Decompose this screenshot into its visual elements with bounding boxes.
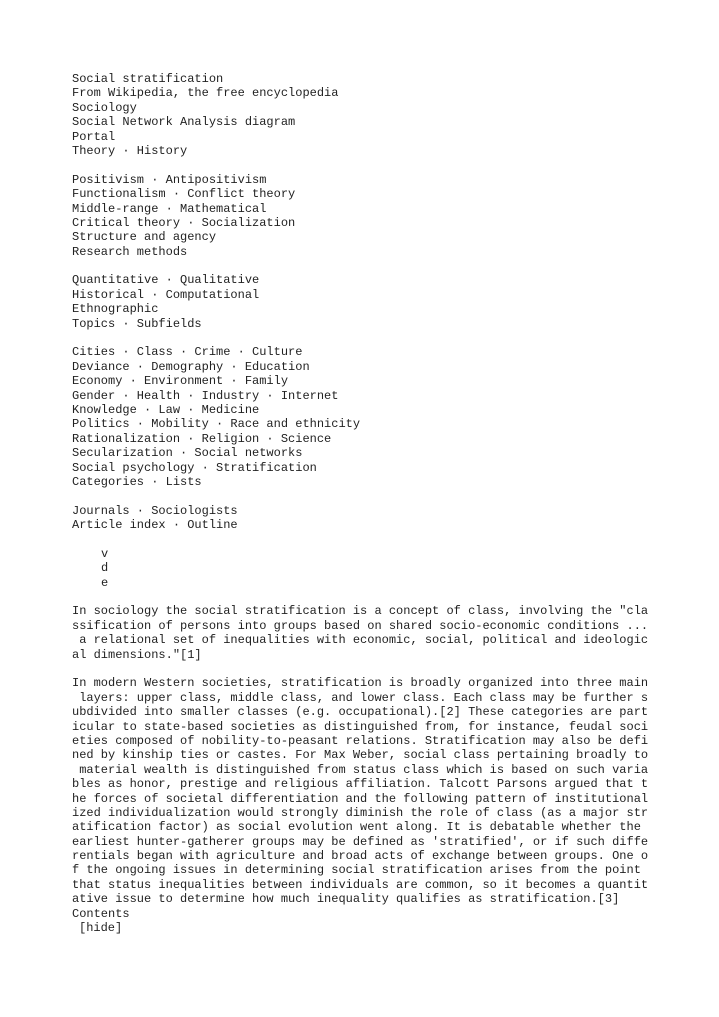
navbox-group-4	[72, 345, 652, 489]
paragraph-line: a relational set of inequalities with economic, social, political and ideologic	[72, 633, 649, 648]
navbox-link-row[interactable]: Quantitative · Qualitative	[72, 273, 260, 288]
navbox-link-row[interactable]: Topics · Subfields	[72, 316, 202, 331]
spacer	[72, 533, 652, 547]
paragraph-line: In modern Western societies, stratification is broadly organized into three main	[72, 676, 649, 691]
paragraph-line: that status inequalities between individuals are common, so it becomes a quantit	[72, 877, 649, 892]
page-subtitle: From Wikipedia, the free encyclopedia	[72, 86, 339, 101]
navbox-link-row[interactable]: Positivism · Antipositivism	[72, 172, 267, 187]
vde-links	[72, 547, 652, 590]
paragraph-line: ned by kinship ties or castes. For Max Weber, social class pertaining broadly to	[72, 748, 649, 763]
spacer	[72, 331, 652, 345]
paragraph-line: f the ongoing issues in determining social stratification arises from the point	[72, 863, 641, 878]
contents-hide-toggle[interactable]: [hide]	[79, 921, 123, 936]
paragraph-line: ative issue to determine how much inequality qualifies as stratification.[3]	[72, 892, 620, 907]
navbox-link-row[interactable]: Middle-range · Mathematical	[72, 201, 267, 216]
navbox-link-row[interactable]: Journals · Sociologists	[72, 503, 238, 518]
paragraph-line: rentials began with agriculture and broad acts of exchange between groups. One o	[72, 849, 649, 864]
paragraph-line: layers: upper class, middle class, and lower class. Each class may be further s	[72, 690, 649, 705]
portal-link[interactable]: Portal	[72, 129, 116, 144]
page-title: Social stratification	[72, 72, 224, 86]
paragraph-intro	[72, 604, 652, 662]
navbox-group-3	[72, 273, 652, 331]
document-body	[72, 72, 652, 935]
discuss-template-link[interactable]: d	[101, 561, 109, 576]
navbox-link-row[interactable]: Economy · Environment · Family	[72, 374, 289, 389]
navbox-link-row[interactable]: Politics · Mobility · Race and ethnicity	[72, 417, 361, 432]
paragraph-line: material wealth is distinguished from status class which is based on such varia	[72, 762, 649, 777]
spacer	[72, 662, 652, 676]
navbox-link-row[interactable]: Historical · Computational	[72, 287, 260, 302]
spacer	[72, 489, 652, 503]
navbox-link-row[interactable]: Secularization · Social networks	[72, 446, 303, 461]
image-caption: Social Network Analysis diagram	[72, 115, 296, 130]
view-template-link[interactable]: v	[101, 546, 109, 561]
spacer	[72, 590, 652, 604]
navbox-link-row[interactable]: Critical theory · Socialization	[72, 215, 296, 230]
navbox-group-2	[72, 173, 652, 259]
navbox-group-1	[72, 144, 652, 158]
paragraph-line: he forces of societal differentiation and the following pattern of institutional	[72, 791, 649, 806]
edit-template-link[interactable]: e	[101, 575, 109, 590]
contents-heading: Contents	[72, 906, 130, 921]
navbox-link-row[interactable]: Social psychology · Stratification	[72, 460, 317, 475]
paragraph-line: ssification of persons into groups based on shared socio-economic conditions ...	[72, 618, 649, 633]
paragraph-body	[72, 676, 652, 906]
navbox-link-row[interactable]: Theory · History	[72, 143, 188, 158]
paragraph-line: eties composed of nobility-to-peasant relations. Stratification may also be defi	[72, 733, 649, 748]
navbox-group-5	[72, 504, 652, 533]
paragraph-line: ized individualization would strongly diminish the role of class (as a major str	[72, 805, 649, 820]
navbox-link-row[interactable]: Rationalization · Religion · Science	[72, 431, 332, 446]
navbox-link-row[interactable]: Article index · Outline	[72, 518, 238, 533]
navbox-link-row[interactable]: Structure and agency	[72, 230, 217, 245]
navbox-link-row[interactable]: Knowledge · Law · Medicine	[72, 402, 260, 417]
paragraph-line: In sociology the social stratification is a concept of class, involving the "cla	[72, 604, 649, 619]
navbox-link-row[interactable]: Research methods	[72, 244, 188, 259]
paragraph-line: icular to state-based societies as distinguished from, for instance, feudal soci	[72, 719, 649, 734]
navbox-link-row[interactable]: Ethnographic	[72, 302, 159, 317]
paragraph-line: atification factor) as social evolution went along. It is debatable whether the	[72, 820, 641, 835]
spacer	[72, 158, 652, 172]
spacer	[72, 259, 652, 273]
paragraph-line: bles as honor, prestige and religious affiliation. Talcott Parsons argued that t	[72, 777, 649, 792]
navbox-link-row[interactable]: Deviance · Demography · Education	[72, 359, 310, 374]
navbox-link-row[interactable]: Functionalism · Conflict theory	[72, 187, 296, 202]
paragraph-line: al dimensions."[1]	[72, 647, 202, 662]
paragraph-line: earliest hunter-gatherer groups may be defined as 'stratified', or if such diffe	[72, 834, 649, 849]
portal-title: Sociology	[72, 100, 137, 115]
paragraph-line: ubdivided into smaller classes (e.g. occupational).[2] These categories are part	[72, 705, 649, 720]
navbox-link-row[interactable]: Categories · Lists	[72, 474, 202, 489]
navbox-link-row[interactable]: Cities · Class · Crime · Culture	[72, 345, 303, 360]
navbox-link-row[interactable]: Gender · Health · Industry · Internet	[72, 388, 339, 403]
